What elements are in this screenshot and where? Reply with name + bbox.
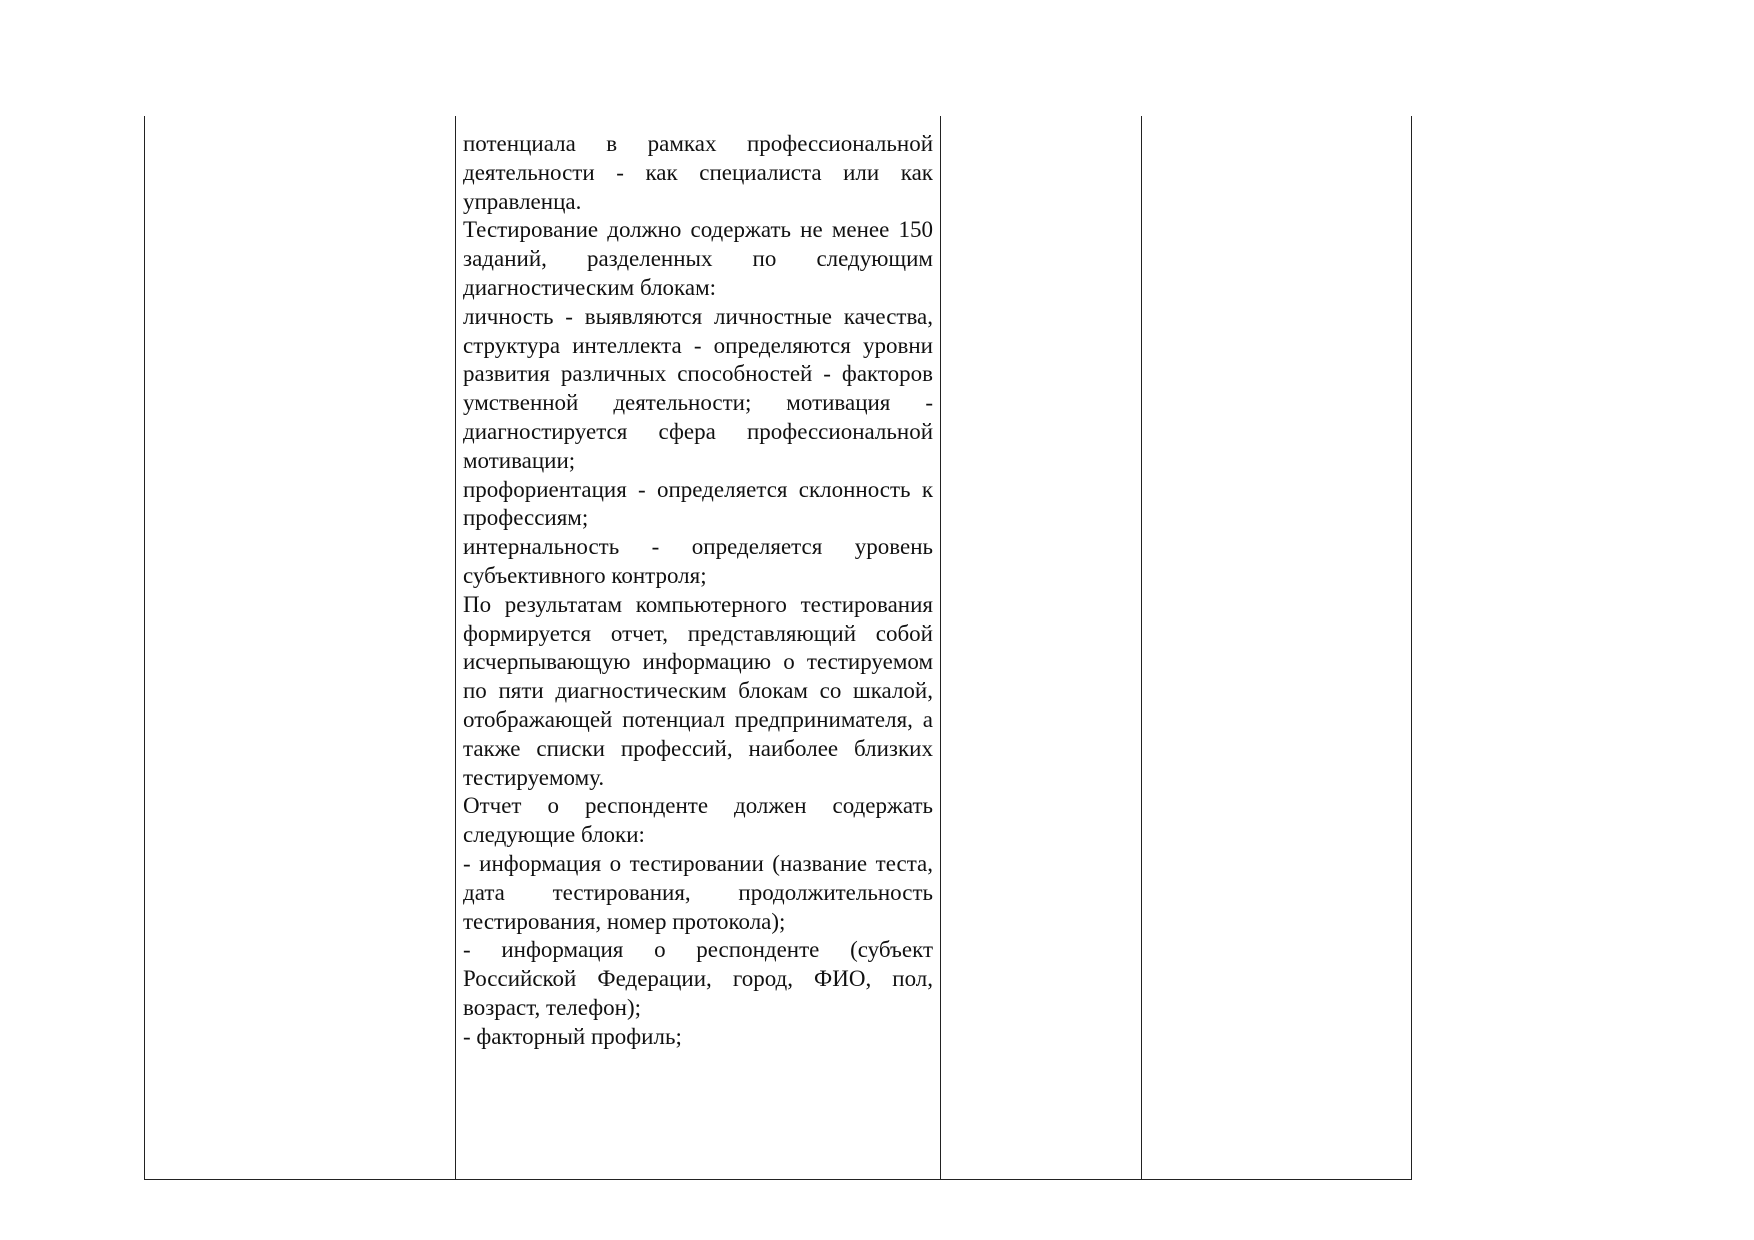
paragraph: - информация о тестировании (название теста, дата тестирования, продолжительность тестирования, номер протокола); [463,850,933,934]
table-cell-empty [941,116,1141,1179]
paragraph: профориентация - определяется склонность к профессиям; [463,476,933,531]
paragraph: интернальность - определяется уровень субъективного контроля; [463,534,933,588]
paragraph: - информация о респонденте (субъект Российской Федерации, город, ФИО, пол, возраст, телефон); [463,937,933,1020]
specification-table [144,116,1412,1180]
paragraph: - факторный профиль; [463,1023,682,1049]
paragraph: Отчет о респонденте должен содержать следующие блоки: [463,793,933,848]
paragraph: По результатам компьютерного тестирования формируется отчет, представляющий собой исчерпывающую информацию о тестируемом по пяти диагностическим блокам со шкалой, отображающей потенциал предпринимателя, а также списки профессий, наиболее близких тестируемому. [463,591,933,790]
table-cell-empty [145,116,455,1179]
paragraph: потенциала в рамках профессиональной деятельности - как специалиста или как управленца. [463,131,933,214]
table-cell-empty [1142,116,1412,1179]
table-cell-description [456,116,940,1179]
paragraph: личность - выявляются личностные качества, структура интеллекта - определяются уровни развития различных способностей - факторов умственной деятельности; мотивация - диагностируется сфера профессиональной мотивации; [463,303,933,473]
paragraph: Тестирование должно содержать не менее 150 заданий, разделенных по следующим диагностическим блокам: [463,217,933,300]
